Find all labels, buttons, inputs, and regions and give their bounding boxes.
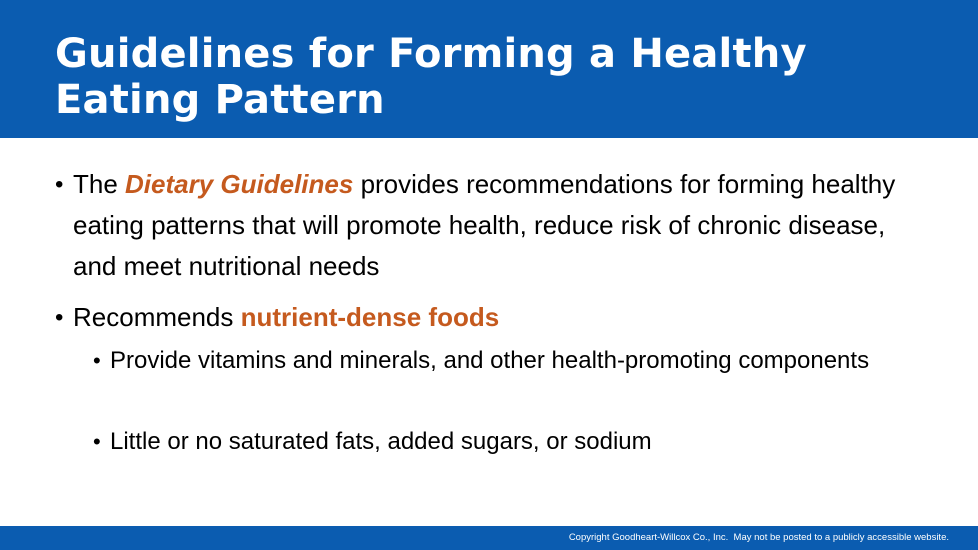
bullet-icon: • — [93, 429, 101, 454]
sub-bullet-text: Provide vitamins and minerals, and other health-promoting components — [110, 347, 870, 374]
bullet-icon: • — [55, 304, 64, 331]
sub-bullet-item-vitamins — [93, 341, 930, 380]
sub-bullet-text: Little or no saturated fats, added sugars, or sodium — [110, 428, 652, 455]
bullet-item-nutrient-dense — [55, 297, 933, 338]
bullet-icon: • — [93, 348, 101, 373]
bullet-prefix: Recommends — [73, 302, 241, 332]
bullet-icon: • — [55, 171, 64, 198]
bullet-emphasis: nutrient-dense foods — [240, 302, 500, 332]
footer-bar — [0, 526, 978, 550]
sub-bullet-item-fats — [93, 422, 930, 461]
bullet-prefix: The — [73, 169, 126, 199]
bullet-item-dietary-guidelines — [55, 164, 933, 287]
copyright-notice: Copyright Goodheart-Willcox Co., Inc. May not be posted to a publicly accessible website. — [568, 532, 949, 543]
bullet-suffix: provides recommendations for forming healthy eating patterns that will promote health, reduce risk of chronic disease, and meet nutritional needs — [73, 169, 896, 281]
bullet-emphasis: Dietary Guidelines — [125, 169, 354, 199]
slide-title: Guidelines for Forming a Healthy Eating Pattern — [55, 31, 807, 123]
